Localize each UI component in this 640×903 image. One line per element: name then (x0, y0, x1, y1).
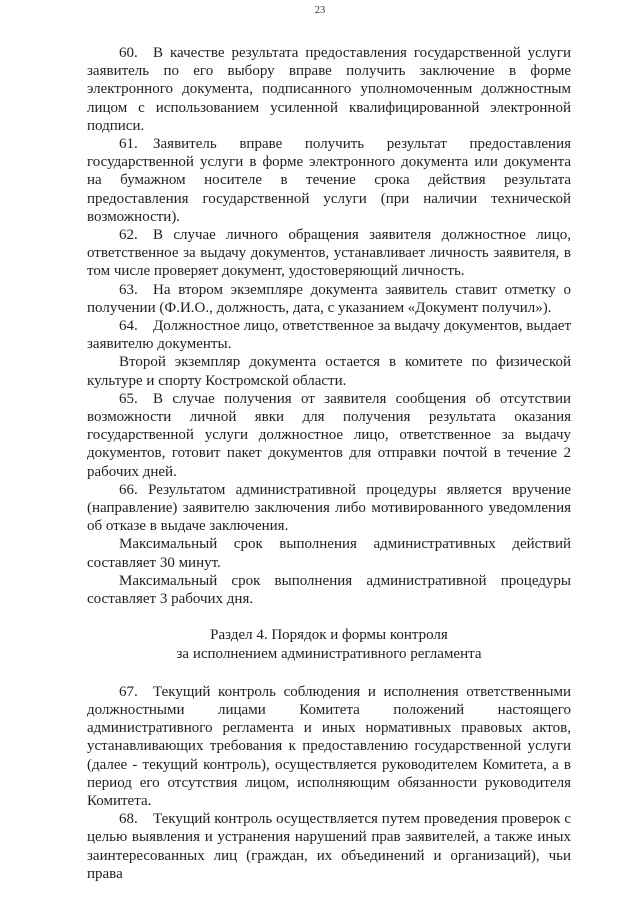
paragraph-66-time-actions (87, 535, 571, 571)
paragraph-65 (87, 390, 571, 481)
paragraph-64 (87, 317, 571, 353)
section-heading-line-2: за исполнением административного регламента (176, 645, 482, 662)
paragraph-text: Текущий контроль соблюдения и исполнения ответственными должностными лицами Комитета положений настоящего административного регламента и иных нормативных правовых актов, устанавливающих требования к предоставлению государственной услуги (далее - текущий контроль), осуществляется руководителем Комитета, а в период его отсутствия лицом, исполняющим обязанности руководителя Комитета. (87, 683, 571, 809)
paragraph-63 (87, 281, 571, 317)
paragraph-text: На втором экземпляре документа заявитель ставит отметку о получении (Ф.И.О., должность, дата, с указанием «Документ получил»). (87, 281, 571, 316)
section-heading (87, 626, 571, 662)
paragraph-66-time-procedure (87, 572, 571, 608)
paragraph-62 (87, 226, 571, 281)
paragraph-61 (87, 135, 571, 226)
paragraph-text: В качестве результата предоставления государственной услуги заявитель по его выбору вправе получить заключение в форме электронного документа, подписанного уполномоченным должностным лицом с использованием усиленной квалифицированной электронной подписи. (87, 45, 571, 134)
paragraph-number: 64. (119, 318, 138, 335)
paragraph-text: Текущий контроль осуществляется путем проведения проверок с целью выявления и устранения нарушений прав заявителей, а также иных заинтересованных лиц (граждан, их объединений и организаций), чьи права (87, 811, 571, 882)
paragraph-number: 68. (119, 811, 138, 828)
paragraph-text: Второй экземпляр документа остается в комитете по физической культуре и спорту Костромской области. (87, 354, 571, 389)
paragraph-text: Результатом административной процедуры является вручение (направление) заявителю заключения либо мотивированного уведомления об отказе в выдаче заключения. (87, 481, 571, 535)
paragraph-text: Максимальный срок выполнения административной процедуры составляет 3 рабочих дня. (87, 572, 571, 608)
paragraph-67 (87, 683, 571, 810)
paragraph-64-continued (87, 353, 571, 389)
paragraph-text: Заявитель вправе получить результат предоставления государственной услуги в форме электронного документа или документа на бумажном носителе в течение срока действия результата предоставления государственной услуги (при наличии технической возможности). (87, 136, 571, 225)
paragraph-number: 60. (119, 45, 138, 61)
page-number: 23 (314, 5, 326, 16)
paragraph-number: 65. (119, 390, 138, 407)
paragraph-text: В случае личного обращения заявителя должностное лицо, ответственное за выдачу документов, устанавливает личность заявителя, в том числе проверяет документ, удостоверяющий личность. (87, 227, 571, 280)
paragraph-number: 66. (119, 481, 138, 498)
paragraph-66 (87, 481, 571, 536)
paragraph-number: 67. (119, 683, 138, 700)
paragraph-number: 62. (119, 227, 138, 244)
document-body (87, 44, 571, 883)
section-heading-line-1: Раздел 4. Порядок и формы контроля (210, 627, 448, 644)
paragraph-text: В случае получения от заявителя сообщения об отсутствии возможности личной явки для получения результата оказания государственной услуги должностное лицо, ответственное за выдачу документов, готовит пакет документов для отправки почтой в течение 2 рабочих дней. (87, 390, 571, 480)
paragraph-number: 61. (119, 136, 138, 153)
paragraph-text: Должностное лицо, ответственное за выдачу документов, выдает заявителю документы. (87, 318, 571, 353)
paragraph-68 (87, 810, 571, 883)
paragraph-text: Максимальный срок выполнения административных действий составляет 30 минут. (87, 536, 571, 571)
paragraph-number: 63. (119, 281, 138, 298)
paragraph-60 (87, 44, 571, 135)
